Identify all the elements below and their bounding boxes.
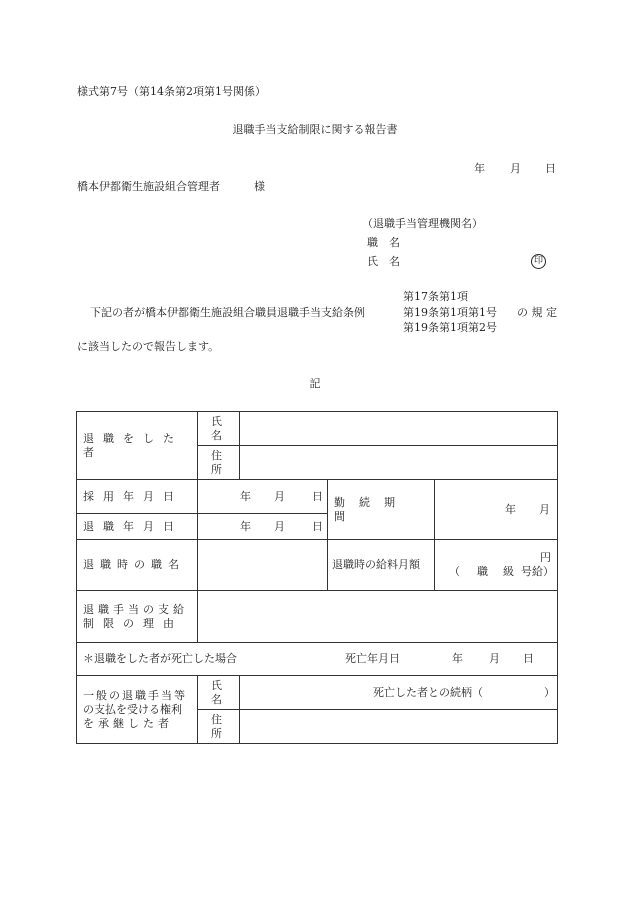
agency-label: （退職手当管理機関名）: [362, 217, 483, 230]
service-period-field[interactable]: 年 月: [435, 480, 558, 540]
seal-mark: 印: [531, 254, 546, 269]
honorific: 様: [254, 180, 265, 193]
heir-name-label: 氏名: [198, 676, 240, 710]
position-at-retirement-label: 退職時の職名: [77, 540, 198, 591]
clause-3: 第19条第1項第2号: [403, 321, 497, 334]
retiree-address-field[interactable]: [240, 446, 558, 480]
body-prefix: 下記の者が橋本伊都衛生施設組合職員退職手当支給条例: [90, 306, 365, 319]
addressee: 橋本伊都衛生施設組合管理者: [77, 180, 220, 193]
salary-label: 退職時の給料月額: [328, 540, 435, 591]
hire-date-field[interactable]: 年 月 日: [198, 480, 328, 514]
heir-address-label: 住所: [198, 710, 240, 744]
retiree-name-label: 氏名: [198, 412, 240, 446]
restriction-reason-field[interactable]: [198, 591, 558, 643]
position-at-retirement-field[interactable]: [198, 540, 328, 591]
clause-1: 第17条第1項: [403, 290, 468, 303]
hire-date-label: 採用年月日: [77, 480, 198, 514]
report-month: 月: [510, 162, 521, 175]
note-heading: 記: [309, 377, 321, 390]
heir-label-cell: 一般の退職手当等 の支払を受ける権利 を承継した者: [77, 676, 198, 744]
body-suffix: の 規 定: [517, 306, 557, 319]
report-day: 日: [545, 162, 556, 175]
heir-name-field[interactable]: 死亡した者との続柄（ ）: [240, 676, 558, 710]
service-period-label: 勤続期間: [328, 480, 435, 540]
position-label: 職 名: [367, 236, 400, 249]
page-title: 退職手当支給制限に関する報告書: [232, 123, 398, 136]
retire-date-label: 退職年月日: [77, 514, 198, 540]
restriction-reason-label: 退職手当の支給 制限の理由: [77, 591, 198, 643]
retiree-name-field[interactable]: [240, 412, 558, 446]
retiree-address-label: 住所: [198, 446, 240, 480]
death-row: ＊退職をした者が死亡した場合 死亡年月日 年 月 日: [77, 643, 558, 676]
retiree-label-cell: 退職をした者: [77, 412, 198, 480]
heir-address-field[interactable]: [240, 710, 558, 744]
retire-date-field[interactable]: 年 月 日: [198, 514, 328, 540]
body-line2: に該当したので報告します。: [77, 340, 220, 353]
report-year: 年: [474, 162, 485, 175]
name-label: 氏 名: [367, 255, 400, 268]
report-table: [76, 411, 558, 744]
form-number: 様式第7号（第14条第2項第1号関係）: [77, 85, 266, 98]
salary-field[interactable]: 円 （ 職 級 号給）: [435, 540, 558, 591]
clause-2: 第19条第1項第1号: [403, 306, 497, 319]
